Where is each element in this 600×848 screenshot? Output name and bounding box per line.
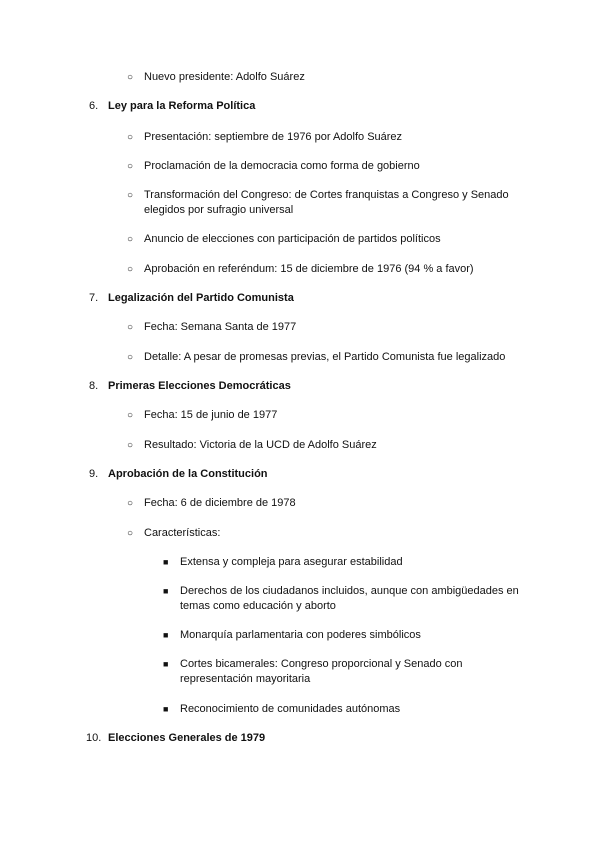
section-heading: Ley para la Reforma Política bbox=[108, 100, 256, 112]
square-bullet-icon: ■ bbox=[163, 630, 169, 640]
square-bullet-icon: ■ bbox=[163, 557, 169, 567]
section-number: 8. bbox=[89, 380, 99, 392]
list-subitem: Derechos de los ciudadanos incluidos, aunque con ambigüedades en temas como educación y aborto bbox=[180, 585, 519, 612]
list-subitem: Cortes bicamerales: Congreso proporcional y Senado con representación mayoritaria bbox=[180, 658, 463, 685]
list-item: Fecha: Semana Santa de 1977 bbox=[144, 321, 297, 333]
circle-bullet-icon: ○ bbox=[127, 322, 134, 333]
section-number: 10. bbox=[86, 732, 102, 744]
circle-bullet-icon: ○ bbox=[127, 72, 134, 83]
circle-bullet-icon: ○ bbox=[127, 132, 134, 143]
circle-bullet-icon: ○ bbox=[127, 264, 134, 275]
list-subitem: Reconocimiento de comunidades autónomas bbox=[180, 703, 401, 715]
list-item: Resultado: Victoria de la UCD de Adolfo Suárez bbox=[144, 439, 377, 451]
section-heading: Legalización del Partido Comunista bbox=[108, 292, 294, 304]
list-item: Anuncio de elecciones con participación de partidos políticos bbox=[144, 233, 441, 245]
section-heading: Primeras Elecciones Democráticas bbox=[108, 380, 291, 392]
section-number: 9. bbox=[89, 468, 99, 480]
circle-bullet-icon: ○ bbox=[127, 440, 134, 451]
square-bullet-icon: ■ bbox=[163, 586, 169, 596]
list-item: Nuevo presidente: Adolfo Suárez bbox=[144, 71, 305, 83]
circle-bullet-icon: ○ bbox=[127, 410, 134, 421]
circle-bullet-icon: ○ bbox=[127, 161, 134, 172]
list-item: Fecha: 15 de junio de 1977 bbox=[144, 409, 278, 421]
list-item: Proclamación de la democracia como forma de gobierno bbox=[144, 160, 420, 172]
circle-bullet-icon: ○ bbox=[127, 234, 134, 245]
list-item: Fecha: 6 de diciembre de 1978 bbox=[144, 497, 296, 509]
list-item: Aprobación en referéndum: 15 de diciembre de 1976 (94 % a favor) bbox=[144, 263, 474, 275]
square-bullet-icon: ■ bbox=[163, 704, 169, 714]
list-item: Transformación del Congreso: de Cortes franquistas a Congreso y Senado elegidos por sufragio universal bbox=[144, 189, 509, 216]
list-subitem: Extensa y compleja para asegurar estabilidad bbox=[180, 556, 403, 568]
circle-bullet-icon: ○ bbox=[127, 190, 134, 201]
section-number: 6. bbox=[89, 100, 99, 112]
list-item: Características: bbox=[144, 527, 221, 539]
list-item: Detalle: A pesar de promesas previas, el Partido Comunista fue legalizado bbox=[144, 351, 506, 363]
circle-bullet-icon: ○ bbox=[127, 352, 134, 363]
section-heading: Aprobación de la Constitución bbox=[108, 468, 268, 480]
section-number: 7. bbox=[89, 292, 99, 304]
section-heading: Elecciones Generales de 1979 bbox=[108, 732, 266, 744]
list-item: Presentación: septiembre de 1976 por Adolfo Suárez bbox=[144, 131, 403, 143]
circle-bullet-icon: ○ bbox=[127, 498, 134, 509]
square-bullet-icon: ■ bbox=[163, 659, 169, 669]
list-subitem: Monarquía parlamentaria con poderes simbólicos bbox=[180, 629, 421, 641]
circle-bullet-icon: ○ bbox=[127, 528, 134, 539]
